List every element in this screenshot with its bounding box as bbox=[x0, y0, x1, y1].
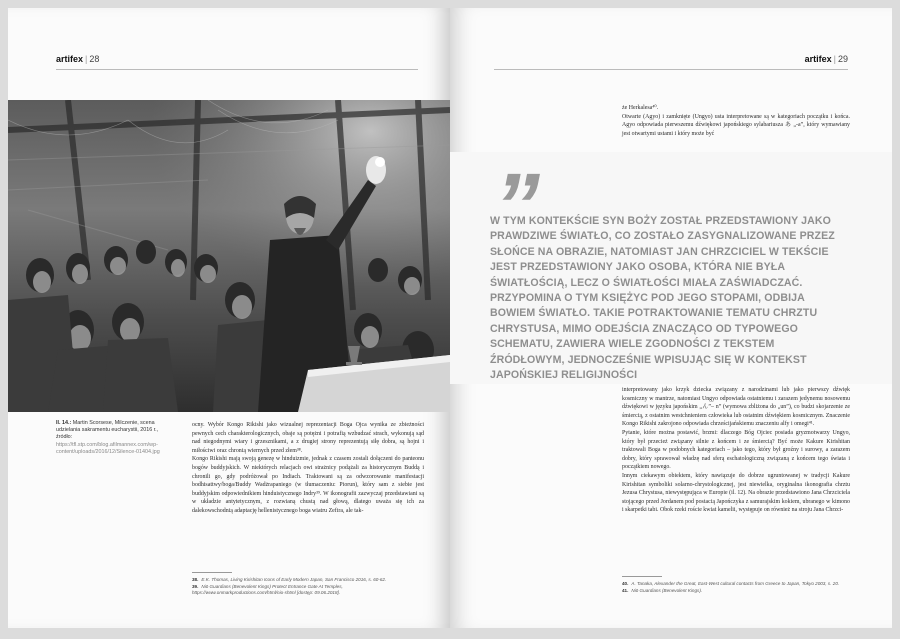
header-separator: | bbox=[833, 54, 836, 64]
body-text-left bbox=[192, 421, 424, 516]
footnote bbox=[192, 584, 424, 597]
footnote-rule bbox=[192, 572, 232, 573]
footnote-text: Niō Guardians (Benevolent Kings) Protect Entrance Gate At Temples, https://www.onmarkproductions.com/html/nio-shtml [dostęp: 09.06.2018]. bbox=[192, 583, 343, 596]
paragraph: że Herkalesa⁴⁰. bbox=[622, 105, 659, 111]
footnote-number: 39. bbox=[192, 583, 199, 589]
caption-text: Martin Scorsese, Milczenie, scena udzielania sakramentu eucharystii, 2016 r., źródło: bbox=[56, 420, 159, 441]
paragraph: Kongo Rikishi mają swoją genezę w hinduizmie, jednak z czasem zostali dołączeni do panteonu bogów buddyjskich. W niektórych relacjach owi strażnicy podążali za historycznym Buddą i chronili go, gdy podróżował po Indiach. Traktowani są za odwzorowanie manifestacji bodhisattwy/boga/Buddy Wadżrapaniego (w tłumaczeniu: Piorun), który sam z siebie jest buddyjskim odpowiednikiem hinduistycznego Indry³⁹. W ikonografii zazwyczaj przedstawiani są w układzie antytetycznym, z rozwianą chustą nad głową, dlatego uważa się ich za dalekowschodnią adaptację hellenistycznego boga wiatru Zefira, ale tak- bbox=[192, 456, 424, 514]
header-separator: | bbox=[85, 54, 88, 64]
paragraph: Pytanie, które można postawić, brzmi: dlaczego Bóg Ojciec posiada gryzmotwarzy Ungyo, który był przecież związany silnie z końcem i ze śmiercią? Być może Kakure Kirishitan traktowali Boga w podobnych kategoriach – jako tego, który był groźny i surowy, a zarazem dobry, który sprawował władzę nad sferą eschatologiczną związaną z końcem tego świata i początkiem nowego. bbox=[622, 429, 850, 471]
footnotes-right bbox=[622, 576, 850, 594]
footnote-number: 41. bbox=[622, 587, 629, 593]
footnote bbox=[622, 588, 850, 595]
footnote-number: 40. bbox=[622, 581, 629, 586]
right-page bbox=[450, 8, 892, 628]
footnotes-left bbox=[192, 572, 424, 597]
footnote-number: 38. bbox=[192, 577, 199, 582]
magazine-brand: artifex bbox=[56, 54, 84, 64]
footnote-text: E.K. Thomas, Living Kirishitan Icons of Early Modern Japan, San Francisco 2016, s. 60-62. bbox=[201, 577, 387, 582]
body-text-right-bottom bbox=[622, 386, 850, 515]
body-text-right-top bbox=[622, 104, 850, 138]
photo-illustration bbox=[8, 100, 450, 412]
paragraph: Otwarte (Agyo) i zamknięte (Ungyo) usta interpretowane są w kategoriach początku i końca. Agyo odpowiada pierwszemu dźwiękowi japońskiego sylabariusza あ „-a”, który wymawiany jest otwartymi ustami i który może być bbox=[622, 113, 850, 137]
film-still-photo bbox=[8, 100, 450, 412]
page-number: 28 bbox=[89, 54, 100, 64]
caption-label: Il. 14.: bbox=[56, 420, 72, 426]
running-header bbox=[56, 54, 99, 64]
footnote-text: A. Tanaka, Alexander the Great, East-West cultural contacts from Greece to Japan, Tokyo 2003, s. 20. bbox=[631, 581, 840, 586]
header-rule bbox=[494, 69, 848, 70]
paragraph: ocny. Wybór Kongo Rikishi jako wizualnej reprezentacji Boga Ojca wynika ze zbieżności pewnych cech charakterologicznych, obaje są potężni i potrafią wzbudzać strach, wykonują sąd nad niegodnymi wiary i grzesznikami, a z drugiej strony reprezentują siłę dobra, są hojni i miłościwi oraz chronią wiernych przed złem³⁸. bbox=[192, 422, 424, 454]
pull-quote: W TYM KONTEKŚCIE SYN BOŻY ZOSTAŁ PRZEDSTAWIONY JAKO PRAWDZIWE ŚWIATŁO, CO ZOSTAŁO ZASYGNALIZOWANE PRZEZ SŁOŃCE NA OBRAZIE, NATOMIAST JAN CHRZCICIEL W TEKŚCIE JEST PRZEDSTAWIONY JAKO OSOBA, KTÓRA NIE BYŁA ŚWIATŁOŚCIĄ, LECZ O ŚWIATŁOŚCI MIAŁA ZAŚWIADCZAĆ. PRZYPOMINA O TYM KSIĘŻYC POD JEGO STOPAMI, ODBIJA BOWIEM ŚWIATŁO. TAKIE POTRAKTOWANIE TEMATU CHRZTU CHRYSTUSA, MIMO ODEJŚCIA ZNACZĄCO OD TYPOWEGO SCHEMATU, ZAWIERA WIELE ZGODNOŚCI Z TEKSTEM ŹRÓDŁOWYM, JEDNOCZEŚNIE WPISUJĄC SIĘ W KONTEKST JAPOŃSKIEJ RELIGIJNOŚCI bbox=[490, 215, 835, 382]
photo-caption bbox=[56, 420, 174, 456]
footnote-text: Niō Guardians (Benevolent Kings). bbox=[631, 587, 703, 593]
left-page bbox=[8, 8, 450, 628]
running-header bbox=[805, 54, 848, 64]
footnote bbox=[192, 577, 424, 584]
quote-mark-icon: ” bbox=[494, 155, 536, 257]
page-number: 29 bbox=[837, 54, 848, 64]
footnote bbox=[622, 581, 850, 588]
magazine-brand: artifex bbox=[804, 54, 832, 64]
header-rule bbox=[56, 69, 418, 70]
footnote-rule bbox=[622, 576, 662, 577]
paragraph: Innym ciekawym obiektem, który nawiązuje do dobrze ugruntowanej w tradycji Kakure Kirishitan symboliki solarno-chrystologicznej, jest niewielka, oryginalna ikonografia chrztu Jezusa Chrystusa, niewystępująca w Europie (il. 12). Na obrazie przedstawiono Jana Chrzciciela stojącego przed Jordanem pod postacią Japończyka z samurajskim kokiem, ubranego w kimono i skarpetki tabi. Obok rzeki roście kwiat kamelii, występuje on również na stroju Jana Chrzci- bbox=[622, 472, 850, 514]
caption-link[interactable]: https://tfl.stp.com/blog.afilmannex.com/wp-content/uploads/2016/12/Silence-01404.jpg bbox=[56, 441, 160, 455]
paragraph: interpretowany jako krzyk dziecka związany z narodzinami lub jako pierwszy dźwięk kosmiczny w mantrze, natomiast Ungyo odpowiada ostatniemu i zarazem jedynemu nosowemu dźwiękowi w języku japońskim „ん”– n” (wymowa zbliżona do „un”), co budzi skojarzenie ze śmiercią, z ostatnim westchnieniem człowieka lub ostatnim dźwiękiem kosmicznym. Znaczenie Kongo Rikishi zakrojono odpowiada chrześcijańskiemu znaczeniu alfy i omegi⁴¹. bbox=[622, 387, 850, 428]
